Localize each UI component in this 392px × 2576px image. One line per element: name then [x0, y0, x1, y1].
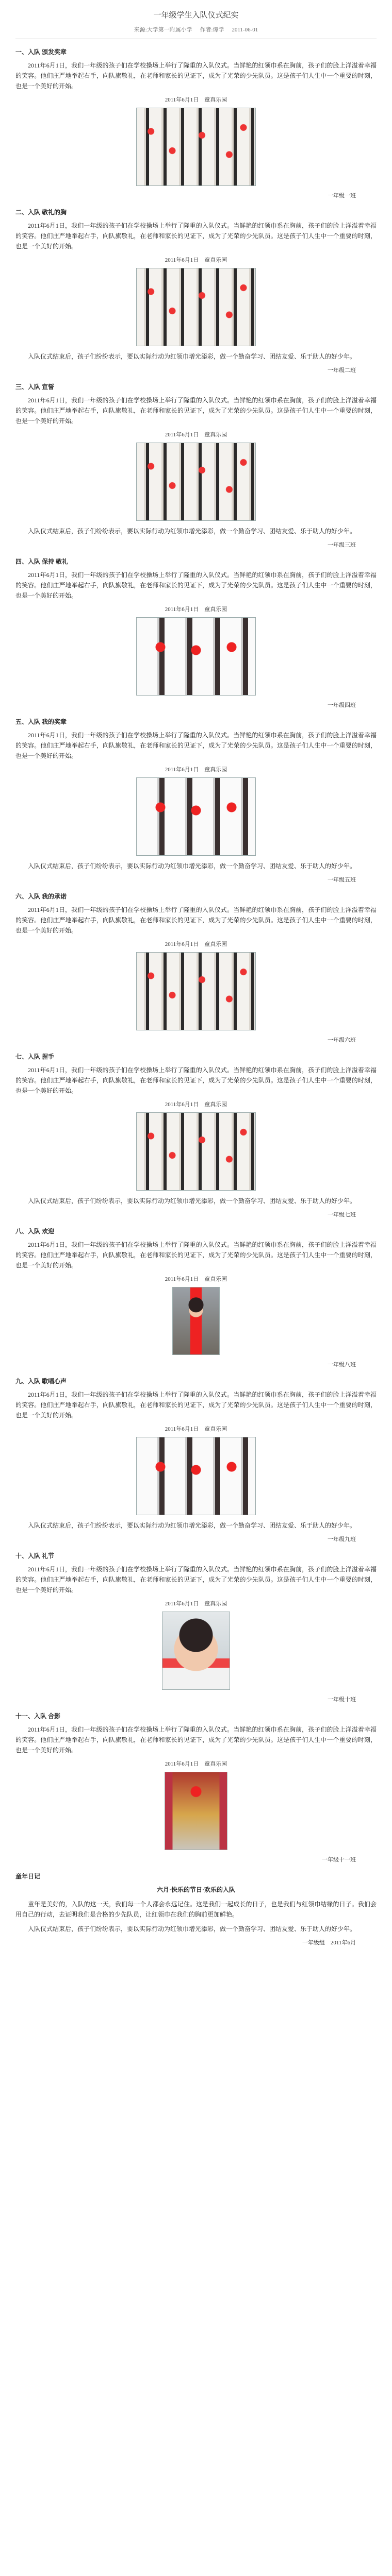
paragraph: 2011年6月1日，我们一年级的孩子们在学校操场上举行了隆重的入队仪式。当鲜艳的红领巾系在胸前，孩子们的脸上洋溢着幸福的笑容。他们庄严地举起右手，向队旗敬礼，在老师和家长的见证下，成为了光荣的少先队员。这是孩子们人生中一个重要的时刻，也是一个美好的开始。	[15, 222, 377, 250]
class-photo	[136, 1437, 256, 1515]
signature: 一年级十一班	[322, 1857, 356, 1863]
photo-caption: 2011年6月1日 童真乐园	[165, 1601, 227, 1607]
paragraph: 入队仪式结束后，孩子们纷纷表示，要以实际行动为红领巾增光添彩，做一个勤奋学习、团结友爱、乐于助人的好少年。	[28, 528, 356, 535]
student-photo	[172, 1287, 220, 1355]
section-heading: 六、入队 我的承诺	[15, 893, 67, 900]
section-heading: 七、入队 握手	[15, 1053, 55, 1060]
paragraph: 童年是美好的，入队的这一天，我们每一个人都会永远记住。这是我们一起成长的日子，也是我们与红领巾结缘的日子。我们会用自己的行动，去证明我们是合格的少先队员，让红领巾在我们的胸前更加鲜艳。	[15, 1901, 377, 1918]
paragraph: 2011年6月1日，我们一年级的孩子们在学校操场上举行了隆重的入队仪式。当鲜艳的红领巾系在胸前，孩子们的脸上洋溢着幸福的笑容。他们庄严地举起右手，向队旗敬礼，在老师和家长的见证下，成为了光荣的少先队员。这是孩子们人生中一个重要的时刻，也是一个美好的开始。	[15, 1066, 377, 1094]
section-heading: 一、入队 颁发奖章	[15, 48, 67, 56]
signature: 一年级六班	[328, 1037, 356, 1043]
closing-subheading: 六月·快乐的节日·欢乐的入队	[156, 1886, 235, 1893]
paragraph: 入队仪式结束后，孩子们纷纷表示，要以实际行动为红领巾增光添彩，做一个勤奋学习、团结友爱、乐于助人的好少年。	[28, 353, 356, 360]
signature: 一年级二班	[328, 367, 356, 374]
class-photo	[136, 443, 256, 521]
section-heading: 八、入队 欢迎	[15, 1228, 55, 1235]
class-photo	[136, 108, 256, 186]
paragraph: 入队仪式结束后，孩子们纷纷表示，要以实际行动为红领巾增光添彩，做一个勤奋学习、团结友爱、乐于助人的好少年。	[28, 1197, 356, 1205]
meta-date: 2011-06-01	[232, 27, 258, 33]
signature: 一年级一班	[328, 193, 356, 199]
section-heading: 四、入队 保持 敬礼	[15, 558, 69, 565]
photo-caption: 2011年6月1日 童真乐园	[165, 606, 227, 613]
photo-caption: 2011年6月1日 童真乐园	[165, 941, 227, 947]
paragraph: 2011年6月1日，我们一年级的孩子们在学校操场上举行了隆重的入队仪式。当鲜艳的红领巾系在胸前，孩子们的脸上洋溢着幸福的笑容。他们庄严地举起右手，向队旗敬礼，在老师和家长的见证下，成为了光荣的少先队员。这是孩子们人生中一个重要的时刻，也是一个美好的开始。	[15, 62, 377, 90]
section-heading: 十、入队 礼节	[15, 1552, 55, 1560]
section-heading: 二、入队 敬礼的胸	[15, 209, 67, 216]
paragraph: 2011年6月1日，我们一年级的孩子们在学校操场上举行了隆重的入队仪式。当鲜艳的红领巾系在胸前，孩子们的脸上洋溢着幸福的笑容。他们庄严地举起右手，向队旗敬礼，在老师和家长的见证下，成为了光荣的少先队员。这是孩子们人生中一个重要的时刻，也是一个美好的开始。	[15, 1566, 377, 1594]
photo-caption: 2011年6月1日 童真乐园	[165, 1101, 227, 1108]
signature: 一年级九班	[328, 1536, 356, 1543]
paragraph: 入队仪式结束后，孩子们纷纷表示，要以实际行动为红领巾增光添彩，做一个勤奋学习、团结友爱、乐于助人的好少年。	[28, 1522, 356, 1529]
photo-caption: 2011年6月1日 童真乐园	[165, 767, 227, 773]
stage-photo	[165, 1772, 227, 1850]
section-heading: 九、入队 歌唱心声	[15, 1378, 67, 1385]
class-photo	[136, 268, 256, 346]
paragraph: 2011年6月1日，我们一年级的孩子们在学校操场上举行了隆重的入队仪式。当鲜艳的红领巾系在胸前，孩子们的脸上洋溢着幸福的笑容。他们庄严地举起右手，向队旗敬礼，在老师和家长的见证下，成为了光荣的少先队员。这是孩子们人生中一个重要的时刻，也是一个美好的开始。	[15, 397, 377, 425]
article-page	[15, 0, 377, 1946]
paragraph: 2011年6月1日，我们一年级的孩子们在学校操场上举行了隆重的入队仪式。当鲜艳的红领巾系在胸前，孩子们的脸上洋溢着幸福的笑容。他们庄严地举起右手，向队旗敬礼，在老师和家长的见证下，成为了光荣的少先队员。这是孩子们人生中一个重要的时刻，也是一个美好的开始。	[15, 906, 377, 934]
paragraph: 入队仪式结束后，孩子们纷纷表示，要以实际行动为红领巾增光添彩，做一个勤奋学习、团结友爱、乐于助人的好少年。	[28, 1925, 356, 1933]
paragraph: 2011年6月1日，我们一年级的孩子们在学校操场上举行了隆重的入队仪式。当鲜艳的红领巾系在胸前，孩子们的脸上洋溢着幸福的笑容。他们庄严地举起右手，向队旗敬礼，在老师和家长的见证下，成为了光荣的少先队员。这是孩子们人生中一个重要的时刻，也是一个美好的开始。	[15, 1391, 377, 1419]
article-meta	[15, 25, 377, 33]
meta-source: 来源:大学第一附属小学	[134, 27, 192, 33]
section-heading: 三、入队 宣誓	[15, 383, 55, 391]
closing-heading: 童年日记	[15, 1873, 41, 1880]
class-photo	[136, 952, 256, 1030]
signature: 一年级五班	[328, 877, 356, 883]
class-photo	[136, 1112, 256, 1191]
portrait-photo	[162, 1612, 230, 1690]
section-heading: 十一、入队 合影	[15, 1713, 61, 1720]
photo-caption: 2011年6月1日 童真乐园	[165, 1276, 227, 1282]
paragraph: 2011年6月1日，我们一年级的孩子们在学校操场上举行了隆重的入队仪式。当鲜艳的红领巾系在胸前，孩子们的脸上洋溢着幸福的笑容。他们庄严地举起右手，向队旗敬礼，在老师和家长的见证下，成为了光荣的少先队员。这是孩子们人生中一个重要的时刻，也是一个美好的开始。	[15, 1726, 377, 1754]
signature: 一年级八班	[328, 1362, 356, 1368]
photo-caption: 2011年6月1日 童真乐园	[165, 1426, 227, 1432]
signature: 一年级七班	[328, 1212, 356, 1218]
page-title: 一年级学生入队仪式纪实	[153, 11, 239, 20]
photo-caption: 2011年6月1日 童真乐园	[165, 257, 227, 263]
photo-caption: 2011年6月1日 童真乐园	[165, 1761, 227, 1767]
section-heading: 五、入队 我的奖章	[15, 718, 67, 725]
paragraph: 2011年6月1日，我们一年级的孩子们在学校操场上举行了隆重的入队仪式。当鲜艳的红领巾系在胸前，孩子们的脸上洋溢着幸福的笑容。他们庄严地举起右手，向队旗敬礼，在老师和家长的见证下，成为了光荣的少先队员。这是孩子们人生中一个重要的时刻，也是一个美好的开始。	[15, 732, 377, 759]
paragraph: 2011年6月1日，我们一年级的孩子们在学校操场上举行了隆重的入队仪式。当鲜艳的红领巾系在胸前，孩子们的脸上洋溢着幸福的笑容。他们庄严地举起右手，向队旗敬礼，在老师和家长的见证下，成为了光荣的少先队员。这是孩子们人生中一个重要的时刻，也是一个美好的开始。	[15, 571, 377, 599]
paragraph: 2011年6月1日，我们一年级的孩子们在学校操场上举行了隆重的入队仪式。当鲜艳的红领巾系在胸前，孩子们的脸上洋溢着幸福的笑容。他们庄严地举起右手，向队旗敬礼，在老师和家长的见证下，成为了光荣的少先队员。这是孩子们人生中一个重要的时刻，也是一个美好的开始。	[15, 1241, 377, 1269]
photo-caption: 2011年6月1日 童真乐园	[165, 432, 227, 438]
meta-author: 作者:谭学	[200, 27, 224, 33]
paragraph: 入队仪式结束后，孩子们纷纷表示，要以实际行动为红领巾增光添彩，做一个勤奋学习、团结友爱、乐于助人的好少年。	[28, 862, 356, 870]
signature: 一年级三班	[328, 542, 356, 548]
class-photo	[136, 617, 256, 696]
class-photo	[136, 777, 256, 856]
signature: 一年级十班	[328, 1697, 356, 1703]
signature: 一年级组 2011年6月	[302, 1940, 356, 1946]
signature: 一年级四班	[328, 702, 356, 708]
photo-caption: 2011年6月1日 童真乐园	[165, 97, 227, 103]
